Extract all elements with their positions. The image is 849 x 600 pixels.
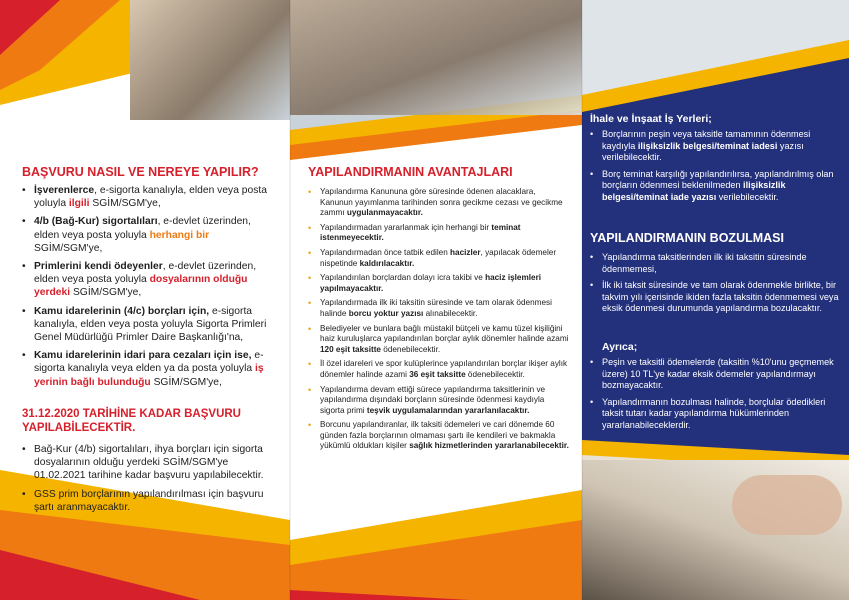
list-item: • GSS prim borçlarının yapılandırılması için başvuru şartı aranmayacaktır. [22, 488, 278, 514]
application-list [22, 184, 278, 394]
panel-application [0, 0, 290, 600]
list-item: • Yapılandırma Kanununa göre süresinde ödenen alacaklara, Kanunun yayımlanma tarihinden sonra gecikme cezası ve gecikme zammı uygulanmayacaktır. [308, 187, 570, 219]
heading-application: BAŞVURU NASIL VE NEREYE YAPILIR? [22, 165, 259, 179]
list-item: • Kamu idarelerinin idari para cezaları için ise, e-sigorta kanalıyla veya elden ya da posta yoluyla iş yerinin bağlı bulunduğu SGİM/SGM'ye, [22, 349, 278, 389]
fold-line [289, 0, 291, 600]
list-item: • Yapılandırmada ilk iki taksitin süresinde ve tam olarak ödenmesi halinde borcu yoktur yazısı alınabilecektir. [308, 298, 570, 319]
list-item: • Primlerini kendi ödeyenler, e-devlet üzerinden, elden veya posta yoluyla dosyalarının olduğu yerdeki SGİM/SGM'ye, [22, 260, 278, 300]
handshake-photo [130, 0, 290, 120]
panel-breakdown [582, 0, 849, 600]
breakdown-list [590, 252, 842, 320]
list-item: • Yapılandırmadan önce tatbik edilen hacizler, yapılacak ödemeler nispetinde kaldırılacaktır. [308, 248, 570, 269]
list-item: • Yapılandırma taksitlerinden ilk iki taksitin süresinde ödenmemesi, [590, 252, 842, 275]
list-item: • Belediyeler ve bunlara bağlı müstakil bütçeli ve kamu tüzel kişiliğini haiz kuruluşlarca yapılandırılan borçlar aylık dönemler halinde azami 120 eşit taksitte ödenebilecektir. [308, 324, 570, 356]
list-item: • Yapılandırmadan yararlanmak için herhangi bir teminat istenmeyecektir. [308, 223, 570, 244]
handshake-photo [290, 0, 582, 115]
advantages-list [308, 187, 570, 456]
list-item: • Yapılandırma devam ettiği sürece yapılandırma taksitlerinin ve yapılandırma dışındaki borçların süresinde ödenmesi kaydıyla sigorta primi teşvik uygulamalarından yararlanılacaktır. [308, 385, 570, 417]
fold-line [581, 0, 583, 600]
heading-advantages: YAPILANDIRMANIN AVANTAJLARI [308, 165, 513, 179]
list-item: • Borçlarının peşin veya taksitle tamamının ödenmesi kaydıyla ilişiksizlik belgesi/teminat iadesi yazısı verilebilecektir. [590, 129, 842, 164]
heading-breakdown: YAPILANDIRMANIN BOZULMASI [590, 231, 784, 245]
list-item: • İşverenlerce, e-sigorta kanalıyla, elden veya posta yoluyla ilgili SGİM/SGM'ye, [22, 184, 278, 210]
also-list [590, 357, 842, 437]
list-item: • 4/b (Bağ-Kur) sigortalıları, e-devlet üzerinden, elden veya posta yoluyla herhangi bir SGİM/SGM'ye, [22, 215, 278, 255]
list-item: • Peşin ve taksitli ödemelerde (taksitin %10'unu geçmemek üzere) 10 TL'ye kadar eksik ödemeler yapılandırmayı bozmayacaktır. [590, 357, 842, 392]
deadline-heading: 31.12.2020 TARİHİNE KADAR BAŞVURU YAPILABİLECEKTİR. [22, 408, 241, 434]
list-item: • Bağ-Kur (4/b) sigortalıları, ihya borçları için sigorta dosyalarının olduğu yerdeki SGİM/SGM'ye 01.02.2021 tarihine kadar başvuru yapılabilecektir. [22, 443, 278, 483]
panel-advantages [290, 0, 582, 600]
list-item: • Yapılandırılan borçlardan dolayı icra takibi ve haciz işlemleri yapılmayacaktır. [308, 273, 570, 294]
tender-subheading: İhale ve İnşaat İş Yerleri; [590, 113, 712, 125]
list-item: • İl özel idareleri ve spor kulüplerince yapılandırılan borçlar ikişer aylık dönemler halinde azami 36 eşit taksitte ödenebilecektir. [308, 359, 570, 380]
list-item: • Borç teminat karşılığı yapılandırılırsa, yapılandırılmış olan borçların ödenmesi beklenilmeden ilişiksizlik belgesi/teminat iade yazısı verilebilecektir. [590, 169, 842, 204]
list-item: • Yapılandırmanın bozulması halinde, borçlular ödedikleri taksit tutarı kadar yapılandırma hükümlerinden yararlanabileceklerdir. [590, 397, 842, 432]
tender-list [590, 129, 842, 209]
also-subheading: Ayrıca; [602, 341, 638, 353]
list-item: • Borcunu yapılandıranlar, ilk taksiti ödemeleri ve cari dönemde 60 günden fazla borçlarının olmaması şartı ile kendileri ve bakmakla yükümlü oldukları kişiler sağlık hizmetlerinden yararlanabilecektir. [308, 420, 570, 452]
pen-hand-photo [732, 475, 842, 535]
deadline-list [22, 443, 278, 519]
list-item: • İlk iki taksit süresinde ve tam olarak ödenmekle birlikte, bir takvim yılı içerisinde ikiden fazla taksitin ödenmemesi veya eksik ödenmesi durumunda yapılandırma bozulacaktır. [590, 280, 842, 315]
list-item: • Kamu idarelerinin (4/c) borçları için, e-sigorta kanalıyla, elden veya posta yoluyla Sigorta Primleri Genel Müdürlüğü Primler Daire Başkanlığı'na, [22, 305, 278, 345]
